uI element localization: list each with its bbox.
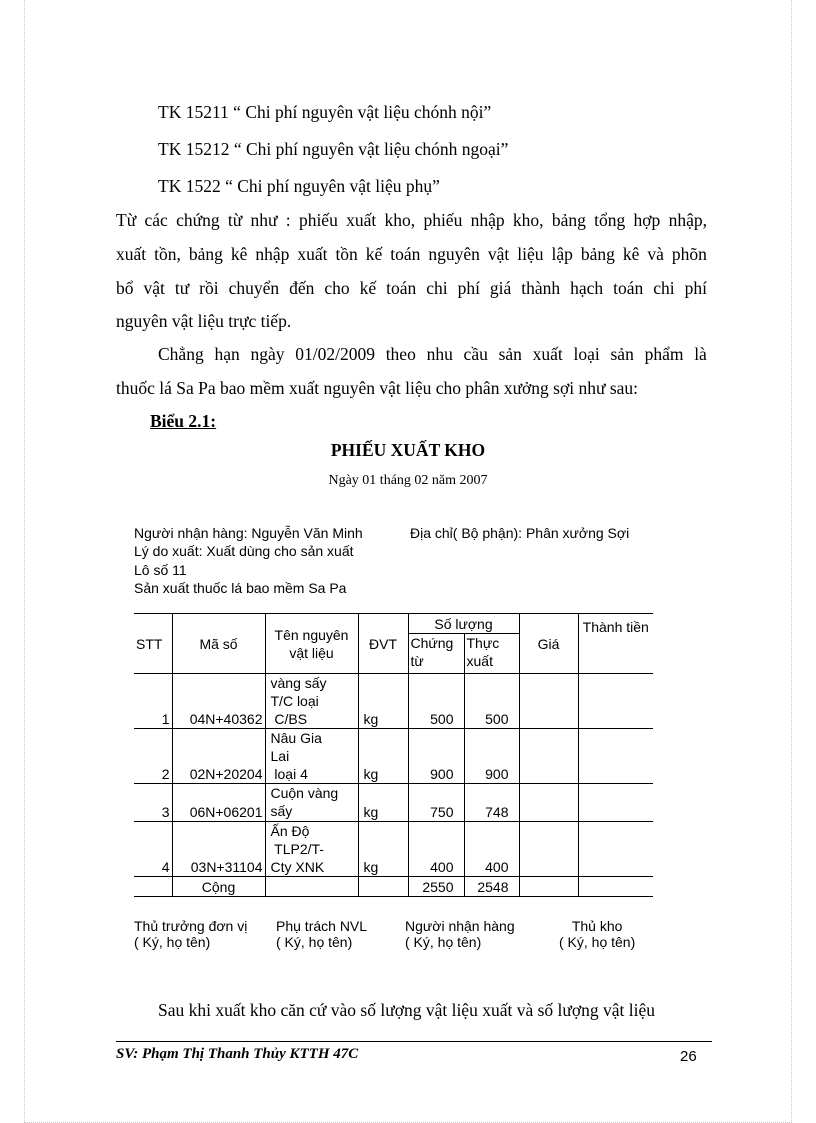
total-actual: 2548 [464,877,519,897]
word: bổ [116,278,134,298]
word: hạch [570,278,604,298]
cell-qty-actual: 748 [464,784,519,822]
word: chi [426,278,448,298]
signature-storekeeper [559,918,635,950]
account-line-15211: TK 15211 “ Chi phí nguyên vật liệu chónh nội” [158,102,492,122]
lot-number: Lô số 11 [134,562,187,578]
word: 01/02/2009 [295,344,375,364]
account-line-1522: TK 1522 “ Chi phí nguyên vật liệu phụ” [158,176,440,196]
cell-name [265,822,358,877]
cell-qty-doc: 500 [408,674,464,729]
word: cho [324,278,350,298]
cell-name [265,784,358,822]
name-line: Cty XNK [270,859,325,875]
word: liệu [517,244,544,264]
name-line: TLP2/T- [270,841,324,857]
signature-role: Người nhận hàng [405,918,515,934]
word: giá [489,278,512,298]
word: các [144,210,168,230]
name-line: sấy [270,803,293,819]
word: đến [289,278,315,298]
cell-code: 02N+20204 [172,729,265,784]
word: hạn [214,344,240,364]
cell-price [519,729,578,784]
word: xuất [116,244,147,264]
name-line: loại 4 [270,766,308,782]
cell-qty-actual: 500 [464,674,519,729]
cell-name [265,674,358,729]
col-stt: STT [134,614,172,674]
word: phõn [671,244,707,264]
name-line: C/BS [270,711,308,727]
signature-receiver [405,918,515,950]
col-code: Mã số [172,614,265,674]
para2-line1 [158,344,707,365]
form-title: PHIẾU XUẤT KHO [330,440,486,460]
signature-note: ( Ký, họ tên) [405,934,482,950]
cell-unit: kg [358,784,408,822]
word: phiếu [298,210,338,230]
word: nhập, [668,210,707,230]
word: phẩm [644,344,684,364]
col-unit: ĐVT [358,614,408,674]
word: nhu [426,344,453,364]
cell-unit: kg [358,674,408,729]
word: và [647,244,664,264]
signature-role: Thủ kho [571,918,623,934]
cell-stt: 3 [134,784,172,822]
word: nguyên [428,244,480,264]
cell-total [578,729,653,784]
cell-unit: kg [358,822,408,877]
signature-material-manager [276,918,367,950]
word: : [285,210,291,230]
word: kế [365,244,383,264]
word: tồn [335,244,358,264]
word: nhập [255,244,290,264]
closing-paragraph: Sau khi xuất kho căn cứ vào số lượng vật liệu xuất và số lượng vật liệu [158,1000,656,1020]
cell-qty-doc: 750 [408,784,464,822]
cell-unit: kg [358,729,408,784]
word: vật [487,244,510,264]
word: kho, [512,210,544,230]
word: kê [230,244,248,264]
word: Từ [116,210,137,230]
account-line-15212: TK 15212 “ Chi phí nguyên vật liệu chónh ngoại” [158,139,509,159]
cell-stt: 1 [134,674,172,729]
word: tổng [594,210,626,230]
signature-role: Phụ trách NVL [276,918,368,934]
table-row [134,674,653,729]
col-total: Thành tiền [578,614,653,674]
word: từ [227,210,243,230]
word: Chẳng [158,344,204,364]
word: theo [385,344,416,364]
figure-label: Biểu 2.1: [150,411,217,431]
cell-price [519,784,578,822]
word: lập [551,244,573,264]
word: kế [359,278,377,298]
word: tồn, [154,244,181,264]
table-row [134,784,653,822]
word: chuyển [228,278,280,298]
cell-total [578,822,653,877]
name-line: Nâu Gia [270,730,322,746]
word: như [250,210,278,230]
col-name: Tên nguyên vật liệu [265,614,358,674]
word: phí [684,278,707,298]
para1-line4: nguyên vật liệu trực tiếp. [116,311,292,331]
reason: Lý do xuất: Xuất dùng cho sản xuất [134,543,354,559]
total-row [134,877,653,897]
word: kho, [384,210,416,230]
receiver: Người nhận hàng: Nguyễn Văn Minh [134,525,363,541]
word: chứng [176,210,220,230]
word: toán [386,278,417,298]
signature-note: ( Ký, họ tên) [276,934,353,950]
word: loại [573,344,600,364]
word: hợp [633,210,661,230]
col-qty: Số lượng [408,614,519,634]
para1-line2 [116,244,707,265]
signature-note: ( Ký, họ tên) [559,934,636,950]
word: là [694,344,707,364]
page-number: 26 [680,1048,697,1065]
word: cầu [463,344,488,364]
cell-total [578,674,653,729]
para1-line3 [116,278,707,299]
cell-price [519,674,578,729]
word: rồi [199,278,219,298]
word: xuất [346,210,377,230]
para2-line2: thuốc lá Sa Pa bao mềm xuất nguyên vật liệu cho phân xưởng sợi như sau: [116,378,639,398]
para1-line1 [116,210,707,231]
word: sản [610,344,634,364]
word: sản [498,344,522,364]
table-row [134,729,653,784]
issue-table [134,613,653,897]
word: toán [390,244,421,264]
cell-stt: 2 [134,729,172,784]
name-line: Cuộn vàng [270,785,339,801]
total-doc: 2550 [408,877,464,897]
col-price: Giá [519,614,578,674]
word: phí [457,278,480,298]
cell-price [519,822,578,877]
word: thành [521,278,561,298]
cell-stt: 4 [134,822,172,877]
cell-qty-doc: 400 [408,822,464,877]
form-date: Ngày 01 tháng 02 năm 2007 [328,473,488,488]
cell-qty-actual: 400 [464,822,519,877]
footer-rule [116,1041,712,1042]
name-line: vàng sấy [270,675,327,691]
cell-total [578,784,653,822]
col-qty-actual: Thực xuất [464,634,519,674]
product: Sản xuất thuốc lá bao mềm Sa Pa [134,580,347,596]
cell-code: 04N+40362 [172,674,265,729]
word: phiếu [423,210,463,230]
footer-author: SV: Phạm Thị Thanh Thủy KTTH 47C [116,1046,359,1062]
name-line: Ấn Độ [270,823,310,839]
signature-role: Thủ trưởng đơn vị [134,918,248,934]
word: toán [613,278,644,298]
word: xuất [532,344,563,364]
cell-name [265,729,358,784]
address: Địa chỉ( Bộ phận): Phân xưởng Sợi [410,525,630,541]
word: tư [174,278,190,298]
signature-director [134,918,247,950]
cell-code: 06N+06201 [172,784,265,822]
word: nhập [470,210,505,230]
word: chi [653,278,675,298]
cell-code: 03N+31104 [172,822,265,877]
word: kê [622,244,640,264]
cell-qty-actual: 900 [464,729,519,784]
word: ngày [250,344,285,364]
word: xuất [297,244,328,264]
word: bảng [551,210,586,230]
table-row [134,822,653,877]
cell-qty-doc: 900 [408,729,464,784]
name-line: T/C loại [270,693,319,709]
word: bảng [188,244,223,264]
name-line: Lai [270,748,290,764]
total-label: Cộng [172,877,265,897]
signature-note: ( Ký, họ tên) [134,934,211,950]
word: bảng [580,244,615,264]
word: vật [143,278,165,298]
col-qty-doc: Chứng từ [408,634,464,674]
